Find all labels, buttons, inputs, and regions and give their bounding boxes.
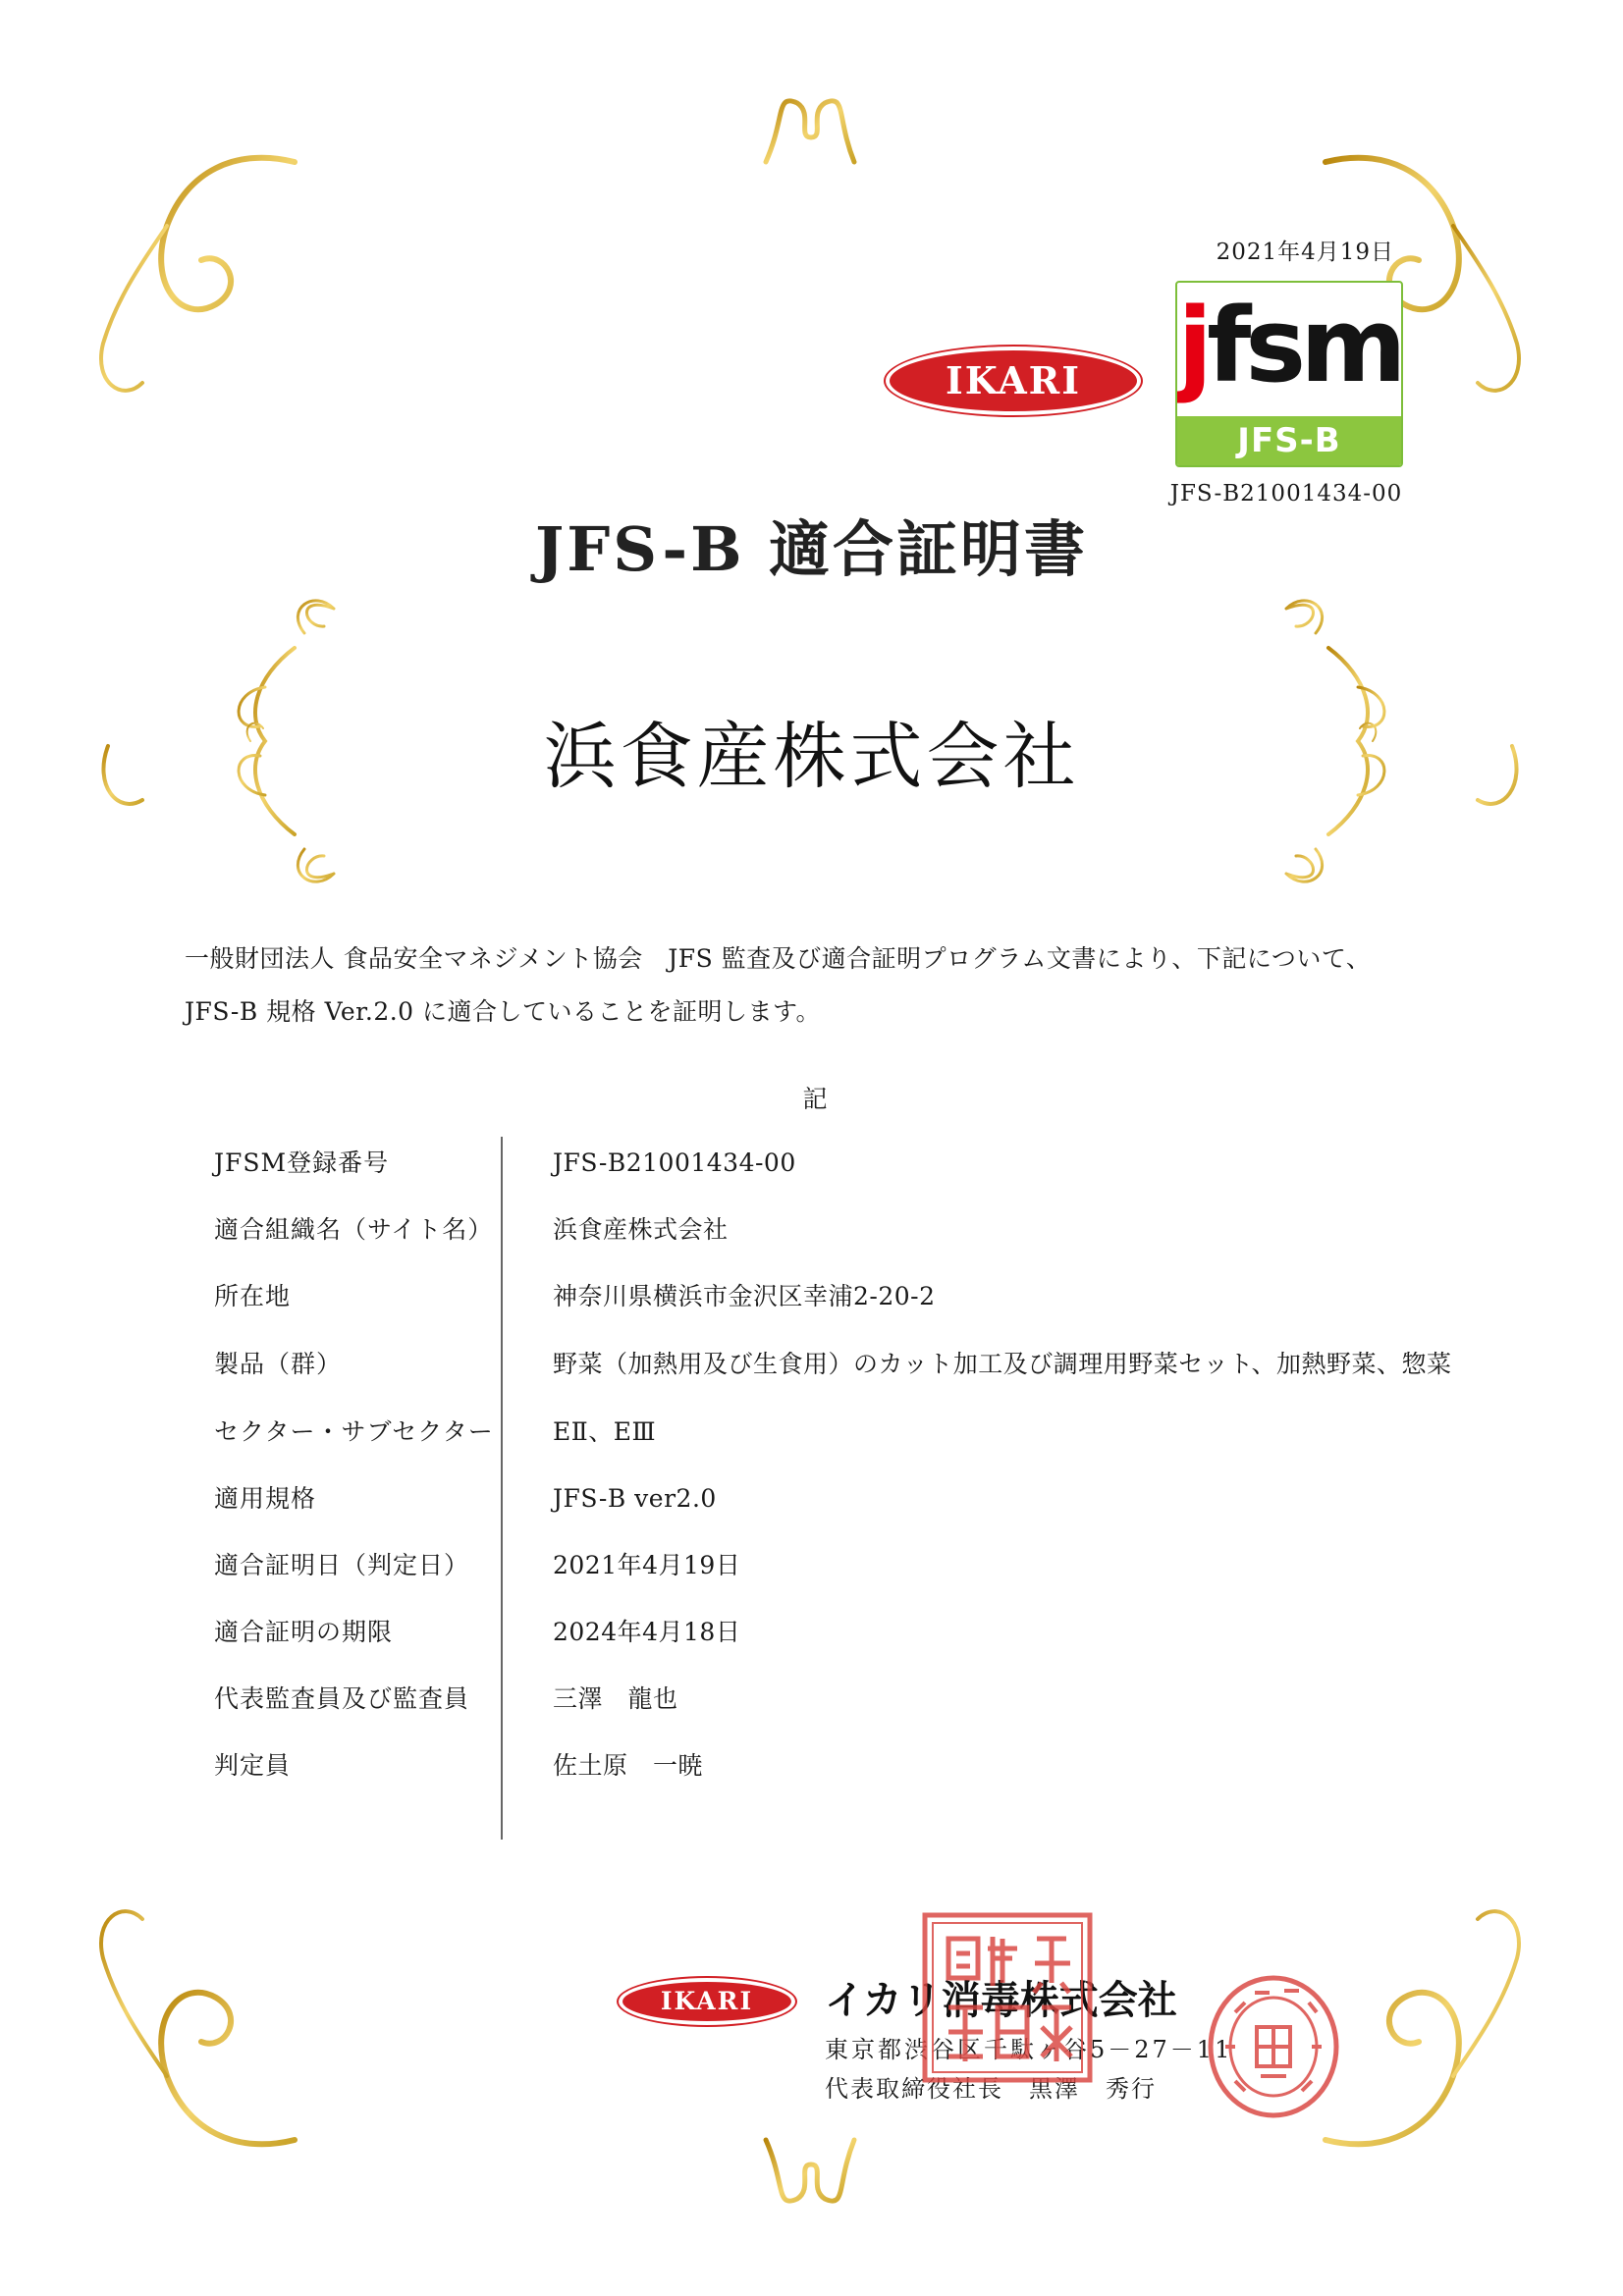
detail-label: 適用規格 (214, 1484, 317, 1513)
detail-label: 適合組織名（サイト名） (214, 1215, 494, 1244)
statement-line-1: 一般財団法人 食品安全マネジメント協会 JFS 監査及び適合証明プログラム文書により、下記について、 (185, 944, 1372, 973)
jfsm-logo-word (1177, 287, 1401, 404)
detail-label: 適合証明の期限 (214, 1618, 394, 1646)
detail-value: 神奈川県横浜市金沢区幸浦2-20-2 (553, 1282, 936, 1310)
issuer-address: 東京都渋谷区千駄ヶ谷5－27－11 (825, 2036, 1233, 2063)
detail-row (214, 1274, 1490, 1319)
detail-label: セクター・サブセクター (214, 1417, 494, 1446)
detail-value: 三澤 龍也 (553, 1684, 678, 1713)
issuer-representative: 代表取締役社長 黒澤 秀行 (825, 2075, 1157, 2103)
issue-date: 2021年4月19日 (1216, 240, 1394, 265)
detail-value: 野菜（加熱用及び生食用）のカット加工及び調理用野菜セット、加熱野菜、惣菜 (553, 1350, 1452, 1378)
detail-label: 代表監査員及び監査員 (214, 1684, 470, 1713)
jfsm-logo-band: JFS-B (1177, 416, 1401, 465)
issuer-name: イカリ消毒株式会社 (825, 1978, 1177, 2023)
statement-line-2: JFS-B 規格 Ver.2.0 に適合していることを証明します。 (185, 997, 822, 1026)
detail-label: 製品（群） (214, 1350, 343, 1378)
detail-row (214, 1476, 1490, 1522)
detail-label: 所在地 (214, 1282, 292, 1310)
detail-value: EⅡ、EⅢ (553, 1417, 657, 1446)
detail-value: JFS-B21001434-00 (553, 1148, 796, 1177)
ikari-logo-top: IKARI (886, 347, 1141, 415)
detail-value: 浜食産株式会社 (553, 1215, 729, 1244)
detail-value: 2024年4月18日 (553, 1618, 741, 1646)
detail-row (214, 1207, 1490, 1253)
company-name: 浜食産株式会社 (543, 715, 1080, 799)
detail-row (214, 1743, 1490, 1789)
detail-label: 適合証明日（判定日） (214, 1551, 470, 1579)
detail-value: JFS-B ver2.0 (553, 1484, 717, 1513)
detail-row (214, 1141, 1490, 1186)
detail-value: 2021年4月19日 (553, 1551, 741, 1579)
certificate-title: JFS-B 適合証明書 (534, 513, 1089, 585)
certificate-code: JFS-B21001434-00 (1169, 481, 1403, 507)
detail-value: 佐土原 一暁 (553, 1751, 704, 1780)
jfsm-logo-j: j (1177, 286, 1208, 405)
detail-row (214, 1677, 1490, 1722)
company-seal-square-icon (919, 1909, 1096, 2086)
company-seal-round-icon (1206, 1973, 1341, 2120)
jfsm-logo-rest: fsm (1207, 286, 1401, 405)
detail-row (214, 1610, 1490, 1655)
detail-row (214, 1410, 1490, 1455)
detail-row (214, 1342, 1490, 1387)
detail-label: JFSM登録番号 (214, 1148, 390, 1177)
certification-statement (185, 933, 1461, 1039)
jfsm-logo (1175, 281, 1403, 467)
ikari-logo-bottom: IKARI (619, 1978, 795, 2025)
ki-heading: 記 (802, 1085, 828, 1113)
detail-label: 判定員 (214, 1751, 292, 1780)
detail-row (214, 1543, 1490, 1588)
